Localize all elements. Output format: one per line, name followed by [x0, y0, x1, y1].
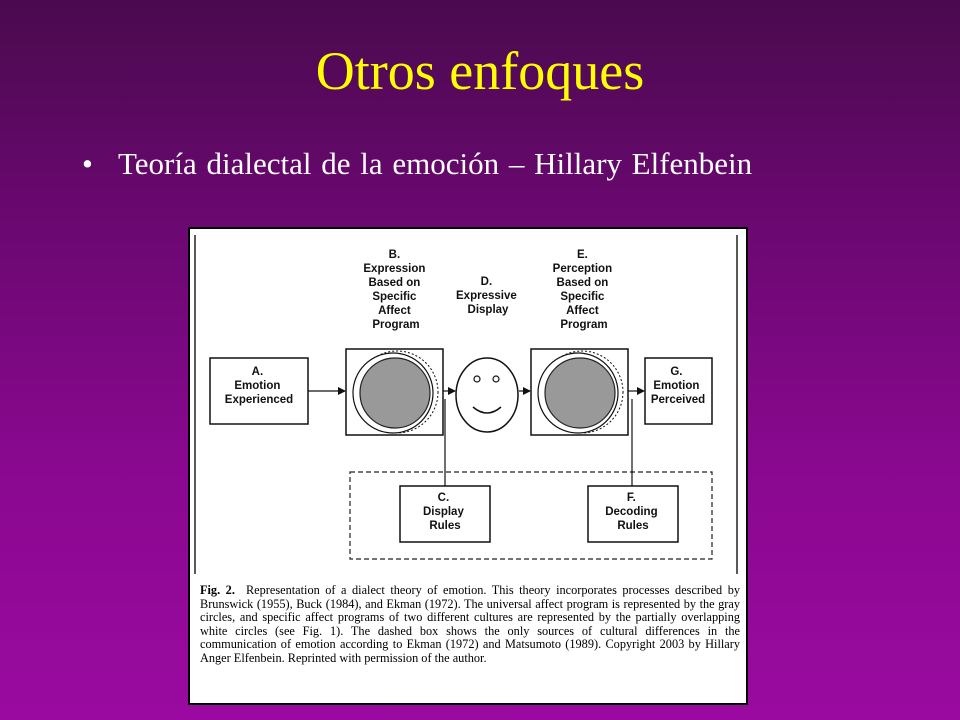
node-b-label-5: Affect [378, 305, 411, 317]
figure-image [188, 227, 748, 705]
bullet-item [82, 148, 942, 179]
node-e-label-6: Program [560, 319, 608, 331]
node-a-label-1: A. [251, 366, 264, 378]
node-b-gray-circle [360, 358, 430, 428]
svg-text:E. Perception Base [553, 249, 616, 331]
node-e-label-3: Based on [556, 277, 609, 289]
node-b-label-4: Specific [372, 291, 417, 303]
bullet-text: Teoría dialectal de la emoción – Hillary Elfenbein [118, 146, 753, 181]
svg-text:D. Expressive Disp [456, 276, 520, 316]
node-b-label-1: B. [388, 249, 401, 261]
svg-text:B. Expression Base [363, 249, 428, 331]
node-e-label-2: Perception [552, 263, 613, 275]
node-f-label-3: Rules [617, 520, 649, 532]
node-e-gray-circle [545, 358, 615, 428]
node-b-label-3: Based on [368, 277, 421, 289]
node-e-label-1: E. [576, 249, 588, 261]
smiley-face-icon [456, 358, 518, 432]
slide-title: Otros enfoques [315, 41, 645, 101]
node-c-label-3: Rules [429, 520, 461, 532]
node-a-label-2: Emotion [234, 380, 281, 392]
node-e-label-5: Affect [566, 305, 599, 317]
node-f-label-1: F. [626, 492, 636, 504]
node-c-label-1: C. [437, 492, 450, 504]
node-d-label-2: Expressive [456, 290, 517, 302]
node-c-label-2: Display [422, 506, 464, 518]
node-d-label-3: Display [467, 304, 509, 316]
caption-label: Fig. 2. [200, 583, 235, 597]
dialect-theory-diagram [190, 229, 746, 579]
node-d-label-1: D. [480, 276, 493, 288]
node-a-label-3: Experienced [224, 394, 294, 406]
figure-caption [200, 584, 740, 666]
node-g-label-1: G. [670, 366, 683, 378]
node-f-label-2: Decoding [605, 506, 658, 518]
node-b-label-6: Program [372, 319, 420, 331]
node-b-label-2: Expression [363, 263, 426, 275]
caption-text: Representation of a dialect theory of emotion. This theory incorporates processes described by Brunswick (1955), Buck (1984), and Ekman (1972). The universal affect program is represented by the gray circles, and specific affect programs of two different cultures are represented by the partially overlapping white circles (see Fig. 1). The dashed box shows the only sources of cultural differences in the communication of emotion according to Ekman (1972) and Matsumoto (1989). Copyright 2003 by Hillary Anger Elfenbein. Reprinted with permission of the author. [200, 583, 740, 665]
node-g-label-3: Perceived [650, 394, 706, 406]
bullet-dot: • [82, 146, 93, 181]
node-g-label-2: Emotion [653, 380, 700, 392]
node-e-label-4: Specific [560, 291, 605, 303]
